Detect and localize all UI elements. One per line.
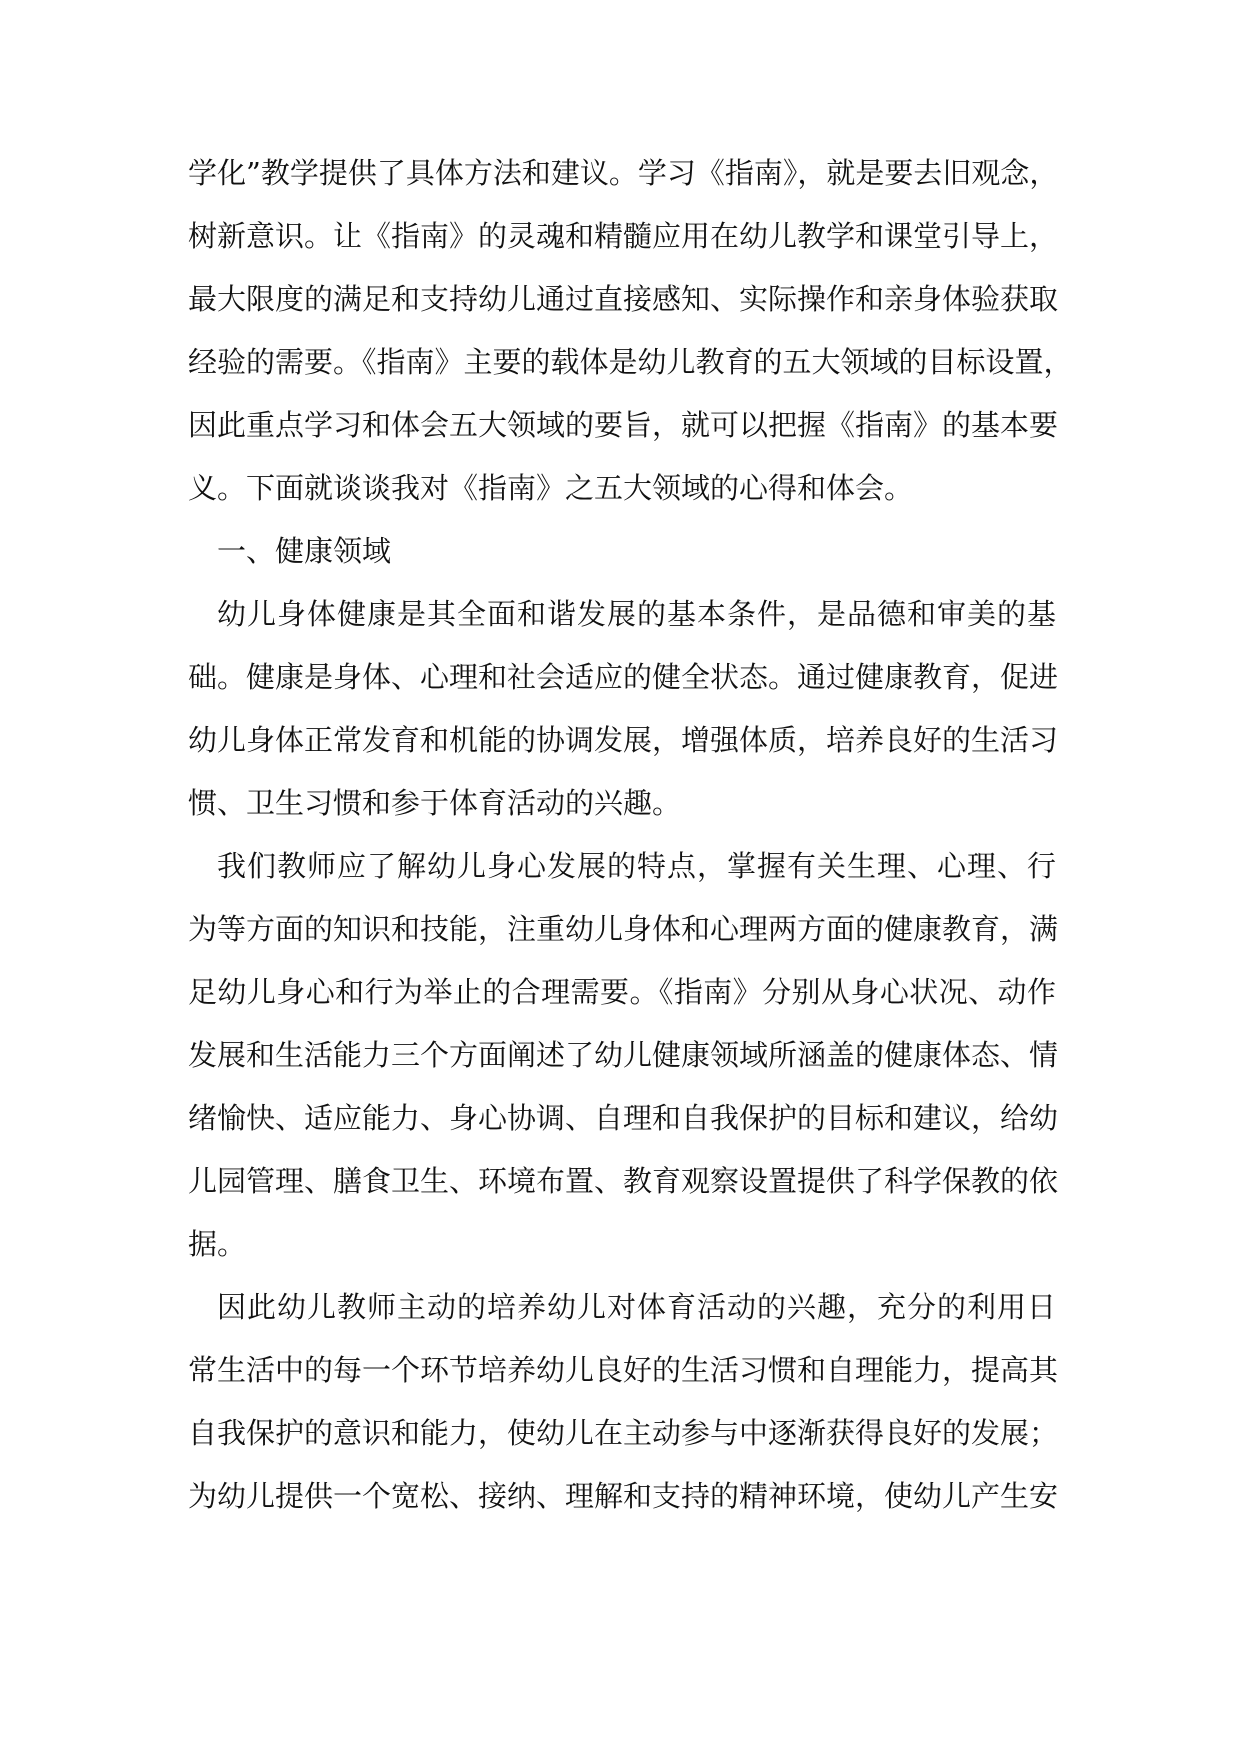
text-line: 常生活中的每一个环节培养幼儿良好的生活习惯和自理能力，提高其: [188, 1353, 1059, 1387]
text-line: 树新意识。让《指南》的灵魂和精髓应用在幼儿教学和课堂引导上，: [188, 219, 1059, 253]
text-line: 发展和生活能力三个方面阐述了幼儿健康领域所涵盖的健康体态、情: [188, 1038, 1059, 1072]
text-line: 学化”教学提供了具体方法和建议。学习《指南》，就是要去旧观念，: [188, 156, 1059, 190]
text-line: 足幼儿身心和行为举止的合理需要。《指南》分别从身心状况、动作: [188, 975, 1056, 1009]
text-line: 为等方面的知识和技能，注重幼儿身体和心理两方面的健康教育，满: [188, 912, 1059, 946]
text-line: 据。: [188, 1227, 247, 1261]
text-line: 经验的需要。《指南》主要的载体是幼儿教育的五大领域的目标设置，: [188, 345, 1073, 379]
text-line: 础。健康是身体、心理和社会适应的健全状态。通过健康教育，促进: [188, 660, 1059, 694]
text-line: 幼儿身体正常发育和机能的协调发展，增强体质，培养良好的生活习: [188, 723, 1059, 757]
text-line: 最大限度的满足和支持幼儿通过直接感知、实际操作和亲身体验获取: [188, 282, 1059, 316]
section-heading: 一、健康领域: [217, 534, 392, 568]
text-line: 因此重点学习和体会五大领域的要旨，就可以把握《指南》的基本要: [188, 408, 1059, 442]
text-line: 为幼儿提供一个宽松、接纳、理解和支持的精神环境，使幼儿产生安: [188, 1479, 1059, 1513]
text-line: 绪愉快、适应能力、身心协调、自理和自我保护的目标和建议，给幼: [188, 1101, 1059, 1135]
paragraph-first-line: 幼儿身体健康是其全面和谐发展的基本条件，是品德和审美的基: [217, 597, 1056, 631]
paragraph-first-line: 因此幼儿教师主动的培养幼儿对体育活动的兴趣，充分的利用日: [217, 1290, 1056, 1324]
text-line: 义。下面就谈谈我对《指南》之五大领域的心得和体会。: [188, 471, 914, 505]
paragraph-first-line: 我们教师应了解幼儿身心发展的特点，掌握有关生理、心理、行: [217, 849, 1056, 883]
text-line: 自我保护的意识和能力，使幼儿在主动参与中逐渐获得良好的发展；: [188, 1416, 1059, 1450]
text-line: 儿园管理、膳食卫生、环境布置、教育观察设置提供了科学保教的依: [188, 1164, 1059, 1198]
text-line: 惯、卫生习惯和参于体育活动的兴趣。: [188, 786, 682, 820]
